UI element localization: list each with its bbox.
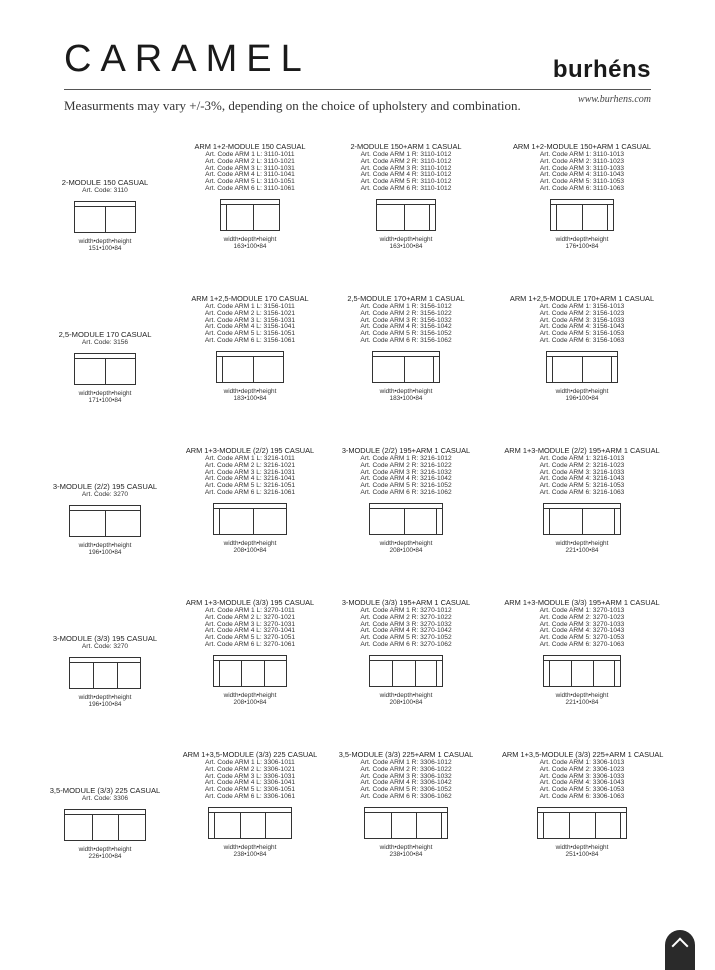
sofa-drawing (550, 199, 614, 231)
sofa-arm-right (429, 204, 430, 230)
product-row (0, 446, 715, 596)
sofa-arm-right (614, 508, 615, 534)
art-code-list: Art. Code ARM 1 L: 3110-1011 Art. Code ARM 2 L: 3110-1021 Art. Code ARM 3 L: 3110-1031 Art. Code ARM 4 L: 3110-1041 Art. Code ARM 5 L: 3110-1051 Art. Code ARM 6 L: 3110-1061 (205, 151, 295, 192)
dimension-value: 163•100•84 (233, 242, 267, 250)
product-card (326, 446, 486, 554)
sofa-module-divider (571, 660, 572, 686)
header-rule (64, 89, 651, 90)
sofa-arm-left (214, 812, 215, 838)
sofa-module-divider (404, 204, 405, 230)
art-code-list: Art. Code ARM 1 L: 3270-1011 Art. Code ARM 2 L: 3270-1021 Art. Code ARM 3 L: 3270-1031 Art. Code ARM 4 L: 3270-1041 Art. Code ARM 5 L: 3270-1051 Art. Code ARM 6 L: 3270-1061 (204, 607, 296, 648)
sofa-arm-right (614, 660, 615, 686)
art-code-list: Art. Code ARM 1 R: 3156-1012 Art. Code ARM 2 R: 3156-1022 Art. Code ARM 3 R: 3156-1032 Art. Code ARM 4 R: 3156-1042 Art. Code ARM 5 R: 3156-1052 Art. Code ARM 6 R: 3156-1062 (360, 303, 452, 344)
product-name: ARM 1+3,5-MODULE (3/3) 225+ARM 1 CASUAL (502, 750, 664, 759)
sofa-module-divider (92, 814, 93, 840)
sofa-arm-left (226, 204, 227, 230)
sofa-module-divider (404, 356, 405, 382)
sofa-backrest-line (214, 508, 286, 509)
art-code-list: Art. Code ARM 1 R: 3110-1012 Art. Code ARM 2 R: 3110-1012 Art. Code ARM 3 R: 3110-1012 Art. Code ARM 4 R: 3110-1012 Art. Code ARM 5 R: 3110-1012 Art. Code ARM 6 R: 3110-1012 (360, 151, 452, 192)
sofa-arm-left (222, 356, 223, 382)
sofa-module-divider (105, 206, 106, 232)
sofa-arm-right (611, 356, 612, 382)
dimension-value: 208•100•84 (233, 546, 267, 554)
product-card (45, 786, 165, 860)
product-card (45, 634, 165, 708)
product-name: 3-MODULE (3/3) 195 CASUAL (52, 634, 158, 643)
art-code: Art. Code: 3156 (81, 339, 129, 346)
sofa-module-divider (415, 660, 416, 686)
product-name: 3-MODULE (2/2) 195 CASUAL (52, 482, 158, 491)
sofa-arm-left (549, 660, 550, 686)
dimension-value: 171•100•84 (88, 396, 122, 404)
product-card (502, 446, 662, 554)
sofa-module-divider (595, 812, 596, 838)
sofa-arm-left (543, 812, 544, 838)
sofa-drawing (74, 353, 136, 385)
dimension-value: 196•100•84 (88, 700, 122, 708)
sofa-arm-right (433, 356, 434, 382)
product-card (45, 178, 165, 252)
sofa-module-divider (105, 510, 106, 536)
dimension-value: 221•100•84 (565, 698, 599, 706)
dimension-value: 238•100•84 (233, 850, 267, 858)
product-card (326, 294, 486, 402)
product-card (170, 142, 330, 250)
sofa-module-divider (582, 204, 583, 230)
sofa-module-divider (117, 662, 118, 688)
product-card (170, 446, 330, 554)
sofa-module-divider (582, 508, 583, 534)
sofa-drawing (546, 351, 618, 383)
product-name: ARM 1+3-MODULE (2/2) 195 CASUAL (185, 446, 315, 455)
product-row (0, 598, 715, 748)
dimension-value: 208•100•84 (389, 546, 423, 554)
product-name: 2,5-MODULE 170+ARM 1 CASUAL (347, 294, 465, 303)
dimension-label: width•depth•height (223, 387, 277, 395)
dimension-label: width•depth•height (78, 845, 132, 853)
sofa-backrest-line (538, 812, 626, 813)
product-name: ARM 1+2,5-MODULE 170+ARM 1 CASUAL (509, 294, 655, 303)
sofa-module-divider (593, 660, 594, 686)
sofa-module-divider (253, 204, 254, 230)
product-card (45, 330, 165, 404)
product-card (45, 482, 165, 556)
sofa-module-divider (241, 660, 242, 686)
sofa-drawing (369, 503, 443, 535)
sofa-drawing (64, 809, 146, 841)
product-name: ARM 1+2-MODULE 150 CASUAL (194, 142, 306, 151)
sofa-drawing (220, 199, 280, 231)
sofa-module-divider (404, 508, 405, 534)
sofa-backrest-line (377, 204, 435, 205)
product-name: ARM 1+2,5-MODULE 170 CASUAL (191, 294, 309, 303)
dimension-value: 226•100•84 (88, 852, 122, 860)
sofa-drawing (376, 199, 436, 231)
product-name: 3-MODULE (2/2) 195+ARM 1 CASUAL (341, 446, 471, 455)
dimension-value: 196•100•84 (565, 394, 599, 402)
art-code-list: Art. Code ARM 1 R: 3270-1012 Art. Code ARM 2 R: 3270-1022 Art. Code ARM 3 R: 3270-1032 Art. Code ARM 4 R: 3270-1042 Art. Code ARM 5 R: 3270-1052 Art. Code ARM 6 R: 3270-1062 (360, 607, 452, 648)
sofa-module-divider (569, 812, 570, 838)
sofa-arm-left (556, 204, 557, 230)
dimension-value: 208•100•84 (233, 698, 267, 706)
dimension-value: 183•100•84 (233, 394, 267, 402)
art-code-list: Art. Code ARM 1: 3306-1013 Art. Code ARM 2: 3306-1023 Art. Code ARM 3: 3306-1033 Art. Code ARM 4: 3306-1043 Art. Code ARM 5: 3306-1053 Art. Code ARM 6: 3306-1063 (539, 759, 625, 800)
product-card (170, 294, 330, 402)
sofa-module-divider (416, 812, 417, 838)
sofa-drawing (74, 201, 136, 233)
sofa-backrest-line (370, 508, 442, 509)
sofa-module-divider (93, 662, 94, 688)
sofa-module-divider (253, 356, 254, 382)
dimension-value: 196•100•84 (88, 548, 122, 556)
sofa-module-divider (253, 508, 254, 534)
product-name: 2-MODULE 150+ARM 1 CASUAL (350, 142, 462, 151)
sofa-backrest-line (370, 660, 442, 661)
art-code-list: Art. Code ARM 1 R: 3216-1012 Art. Code ARM 2 R: 3216-1022 Art. Code ARM 3 R: 3216-1032 Art. Code ARM 4 R: 3216-1042 Art. Code ARM 5 R: 3216-1052 Art. Code ARM 6 R: 3216-1062 (360, 455, 452, 496)
sofa-arm-left (219, 660, 220, 686)
dimension-label: width•depth•height (223, 691, 277, 699)
sofa-drawing (537, 807, 627, 839)
sofa-drawing (69, 505, 141, 537)
dimension-label: width•depth•height (78, 541, 132, 549)
sofa-backrest-line (70, 662, 140, 663)
sofa-arm-left (219, 508, 220, 534)
dimension-value: 208•100•84 (389, 698, 423, 706)
product-card (170, 598, 330, 706)
product-card (326, 142, 486, 250)
sofa-drawing (364, 807, 448, 839)
sofa-backrest-line (209, 812, 291, 813)
dimension-value: 151•100•84 (88, 244, 122, 252)
page-title: CARAMEL (64, 38, 311, 80)
product-row (0, 750, 715, 900)
art-code-list: Art. Code ARM 1: 3216-1013 Art. Code ARM 2: 3216-1023 Art. Code ARM 3: 3216-1033 Art. Code ARM 4: 3216-1043 Art. Code ARM 5: 3216-1053 Art. Code ARM 6: 3216-1063 (539, 455, 625, 496)
sofa-drawing (543, 503, 621, 535)
dimension-label: width•depth•height (555, 843, 609, 851)
sofa-module-divider (582, 356, 583, 382)
product-name: 2,5-MODULE 170 CASUAL (58, 330, 152, 339)
product-card (326, 750, 486, 858)
art-code: Art. Code: 3270 (81, 643, 129, 650)
dimension-value: 251•100•84 (565, 850, 599, 858)
sofa-arm-right (436, 660, 437, 686)
product-card (502, 750, 662, 858)
product-name: ARM 1+3-MODULE (3/3) 195 CASUAL (185, 598, 315, 607)
dimension-label: width•depth•height (555, 539, 609, 547)
dimension-value: 221•100•84 (565, 546, 599, 554)
product-card (502, 142, 662, 250)
sofa-module-divider (391, 812, 392, 838)
art-code-list: Art. Code ARM 1 L: 3306-1011 Art. Code ARM 2 L: 3306-1021 Art. Code ARM 3 L: 3306-1031 Art. Code ARM 4 L: 3306-1041 Art. Code ARM 5 L: 3306-1051 Art. Code ARM 6 L: 3306-1061 (204, 759, 296, 800)
product-name: ARM 1+2-MODULE 150+ARM 1 CASUAL (512, 142, 651, 151)
sofa-arm-right (436, 508, 437, 534)
product-name: ARM 1+3-MODULE (2/2) 195+ARM 1 CASUAL (504, 446, 660, 455)
dimension-label: width•depth•height (78, 237, 132, 245)
dimension-label: width•depth•height (379, 539, 433, 547)
dimension-label: width•depth•height (223, 539, 277, 547)
sofa-module-divider (264, 660, 265, 686)
sofa-backrest-line (217, 356, 283, 357)
art-code-list: Art. Code ARM 1: 3270-1013 Art. Code ARM 2: 3270-1023 Art. Code ARM 3: 3270-1033 Art. Code ARM 4: 3270-1043 Art. Code ARM 5: 3270-1053 Art. Code ARM 6: 3270-1063 (539, 607, 625, 648)
sofa-backrest-line (365, 812, 447, 813)
art-code-list: Art. Code ARM 1 R: 3306-1012 Art. Code ARM 2 R: 3306-1022 Art. Code ARM 3 R: 3306-1032 Art. Code ARM 4 R: 3306-1042 Art. Code ARM 5 R: 3306-1052 Art. Code ARM 6 R: 3306-1062 (360, 759, 452, 800)
sofa-drawing (213, 655, 287, 687)
art-code: Art. Code: 3110 (82, 187, 128, 194)
sofa-arm-right (607, 204, 608, 230)
sofa-backrest-line (221, 204, 279, 205)
dimension-label: width•depth•height (379, 387, 433, 395)
product-name: 3,5-MODULE (3/3) 225 CASUAL (49, 786, 161, 795)
dimension-label: width•depth•height (379, 235, 433, 243)
chevron-up-icon (672, 938, 689, 955)
product-name: 3-MODULE (3/3) 195+ARM 1 CASUAL (341, 598, 471, 607)
dimension-label: width•depth•height (223, 843, 277, 851)
dimension-label: width•depth•height (223, 235, 277, 243)
website-url: www.burhens.com (578, 94, 651, 105)
dimension-value: 238•100•84 (389, 850, 423, 858)
dimension-label: width•depth•height (555, 691, 609, 699)
product-name: 3,5-MODULE (3/3) 225+ARM 1 CASUAL (338, 750, 474, 759)
art-code-list: Art. Code ARM 1: 3110-1013 Art. Code ARM 2: 3110-1023 Art. Code ARM 3: 3110-1033 Art. Code ARM 4: 3110-1043 Art. Code ARM 5: 3110-1053 Art. Code ARM 6: 3110-1063 (539, 151, 625, 192)
art-code: Art. Code: 3306 (81, 795, 129, 802)
sofa-backrest-line (214, 660, 286, 661)
art-code-list: Art. Code ARM 1: 3156-1013 Art. Code ARM 2: 3156-1023 Art. Code ARM 3: 3156-1033 Art. Code ARM 4: 3156-1043 Art. Code ARM 5: 3156-1053 Art. Code ARM 6: 3156-1063 (539, 303, 625, 344)
measurement-note: Measurments may vary +/-3%, depending on the choice of upholstery and combination. (64, 98, 521, 113)
product-name: ARM 1+3,5-MODULE (3/3) 225 CASUAL (182, 750, 318, 759)
product-row (0, 142, 715, 292)
art-code-list: Art. Code ARM 1 L: 3156-1011 Art. Code ARM 2 L: 3156-1021 Art. Code ARM 3 L: 3156-1031 Art. Code ARM 4 L: 3156-1041 Art. Code ARM 5 L: 3156-1051 Art. Code ARM 6 L: 3156-1061 (204, 303, 296, 344)
sofa-backrest-line (373, 356, 439, 357)
sofa-drawing (216, 351, 284, 383)
sofa-module-divider (265, 812, 266, 838)
sofa-module-divider (118, 814, 119, 840)
art-code-list: Art. Code ARM 1 L: 3216-1011 Art. Code ARM 2 L: 3216-1021 Art. Code ARM 3 L: 3216-1031 Art. Code ARM 4 L: 3216-1041 Art. Code ARM 5 L: 3216-1051 Art. Code ARM 6 L: 3216-1061 (204, 455, 296, 496)
sofa-arm-right (620, 812, 621, 838)
sofa-backrest-line (65, 814, 145, 815)
sofa-module-divider (105, 358, 106, 384)
dimension-label: width•depth•height (555, 235, 609, 243)
sofa-drawing (208, 807, 292, 839)
product-row (0, 294, 715, 444)
product-name: ARM 1+3-MODULE (3/3) 195+ARM 1 CASUAL (504, 598, 660, 607)
dimension-label: width•depth•height (78, 693, 132, 701)
sofa-arm-right (441, 812, 442, 838)
dimension-label: width•depth•height (379, 691, 433, 699)
dimension-value: 176•100•84 (565, 242, 599, 250)
dimension-label: width•depth•height (78, 389, 132, 397)
dimension-value: 183•100•84 (389, 394, 423, 402)
product-card (170, 750, 330, 858)
brand-logo: burhéns (552, 56, 651, 83)
sofa-drawing (213, 503, 287, 535)
dimension-value: 163•100•84 (389, 242, 423, 250)
scroll-to-top-button[interactable] (665, 930, 695, 970)
sofa-arm-left (549, 508, 550, 534)
sofa-module-divider (240, 812, 241, 838)
sofa-module-divider (392, 660, 393, 686)
sofa-drawing (369, 655, 443, 687)
sofa-drawing (372, 351, 440, 383)
product-card (502, 598, 662, 706)
sofa-backrest-line (544, 660, 620, 661)
art-code: Art. Code: 3270 (81, 491, 129, 498)
dimension-label: width•depth•height (379, 843, 433, 851)
product-name: 2-MODULE 150 CASUAL (61, 178, 149, 187)
sofa-arm-left (552, 356, 553, 382)
product-card (502, 294, 662, 402)
sofa-drawing (543, 655, 621, 687)
dimension-label: width•depth•height (555, 387, 609, 395)
product-card (326, 598, 486, 706)
sofa-drawing (69, 657, 141, 689)
